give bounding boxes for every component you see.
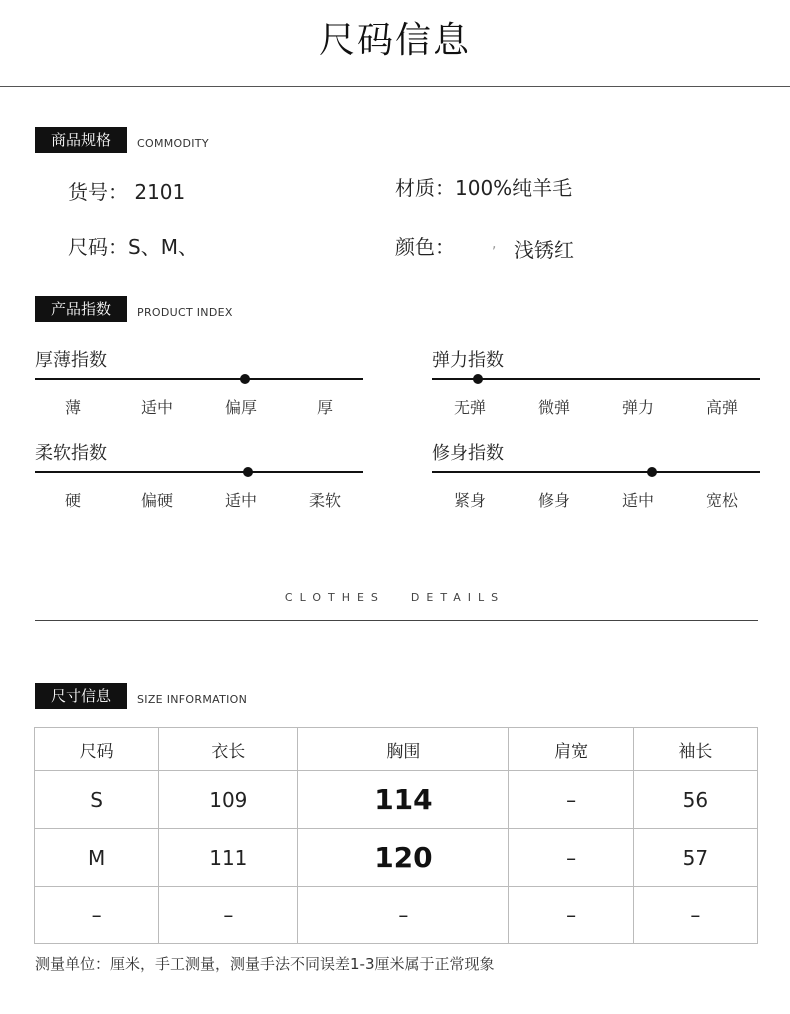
table-cell: – [509, 829, 633, 887]
product-index-tag-en: PRODUCT INDEX [137, 305, 233, 319]
table-cell: 56 [633, 771, 757, 829]
size-info-tag-en: SIZE INFORMATION [137, 692, 248, 706]
index-scale-label: 柔软 [308, 491, 341, 510]
clothes-details-caption [0, 591, 790, 604]
index-scale-label: 高弹 [705, 398, 738, 417]
index-level-marker [647, 467, 657, 477]
index-scale-label: 偏硬 [140, 491, 173, 510]
index-scale-label: 紧身 [453, 491, 486, 510]
table-cell: – [298, 887, 509, 944]
item-number: 货号： 2101 [68, 180, 186, 204]
header-cell: 尺码 [35, 728, 159, 771]
table-cell: 109 [159, 771, 298, 829]
index-scale-label: 薄 [64, 398, 81, 417]
index-scale-label: 弹力 [621, 398, 654, 417]
details-word-1: CLOTHES [284, 591, 385, 604]
header-cell: 袖长 [633, 728, 757, 771]
color-mark: , [492, 236, 497, 252]
table-cell: 114 [298, 771, 509, 829]
index-scale-label: 宽松 [705, 491, 738, 510]
index-scale-label: 偏厚 [224, 398, 257, 417]
product-index-tag-label: 产品指数 [35, 296, 127, 322]
header-cell: 衣长 [159, 728, 298, 771]
table-cell: 57 [633, 829, 757, 887]
index-level-marker [240, 374, 250, 384]
sizes: 尺码：S、M、 [68, 235, 198, 259]
color-label: 颜色： [395, 235, 455, 259]
index-title: 柔软指数 [35, 443, 107, 464]
header-cell: 肩宽 [509, 728, 633, 771]
table-cell: 111 [159, 829, 298, 887]
index-title: 弹力指数 [432, 350, 504, 371]
measurement-note: 测量单位：厘米，手工测量，测量手法不同误差1-3厘米属于正常现象 [35, 955, 495, 973]
index-scale-label: 无弹 [453, 398, 486, 417]
commodity-tag-label: 商品规格 [35, 127, 127, 153]
table-row [35, 887, 758, 944]
index-scale-line [432, 471, 760, 473]
index-scale-label: 修身 [537, 491, 570, 510]
title-divider [0, 86, 790, 87]
index-title: 厚薄指数 [35, 350, 107, 371]
table-cell: M [35, 829, 159, 887]
size-info-tag [35, 683, 247, 709]
index-scale-label: 适中 [224, 491, 257, 510]
size-table-header-row [35, 728, 758, 771]
details-divider [35, 620, 758, 621]
size-table [34, 727, 758, 944]
index-level-marker [243, 467, 253, 477]
index-scale-line [35, 378, 363, 380]
table-cell: – [509, 887, 633, 944]
product-index-tag [35, 296, 233, 322]
index-scale-label: 适中 [140, 398, 173, 417]
page-title: 尺码信息 [318, 20, 471, 61]
table-row [35, 771, 758, 829]
index-scale-label: 微弹 [537, 398, 570, 417]
table-cell: – [159, 887, 298, 944]
table-cell: – [509, 771, 633, 829]
color-value: 浅锈红 [514, 238, 574, 262]
material: 材质：100%纯羊毛 [395, 176, 573, 200]
index-level-marker [473, 374, 483, 384]
table-row [35, 829, 758, 887]
commodity-tag [35, 127, 209, 153]
index-scale-label: 硬 [64, 491, 81, 510]
table-cell: – [633, 887, 757, 944]
table-cell: S [35, 771, 159, 829]
table-cell: 120 [298, 829, 509, 887]
header-cell: 胸围 [298, 728, 509, 771]
details-word-2: DETAILS [410, 591, 506, 604]
size-info-tag-label: 尺寸信息 [35, 683, 127, 709]
index-title: 修身指数 [432, 443, 504, 464]
index-scale-line [35, 471, 363, 473]
index-scale-label: 厚 [316, 398, 333, 417]
table-cell: – [35, 887, 159, 944]
index-scale-label: 适中 [621, 491, 654, 510]
commodity-tag-en: COMMODITY [137, 136, 209, 150]
